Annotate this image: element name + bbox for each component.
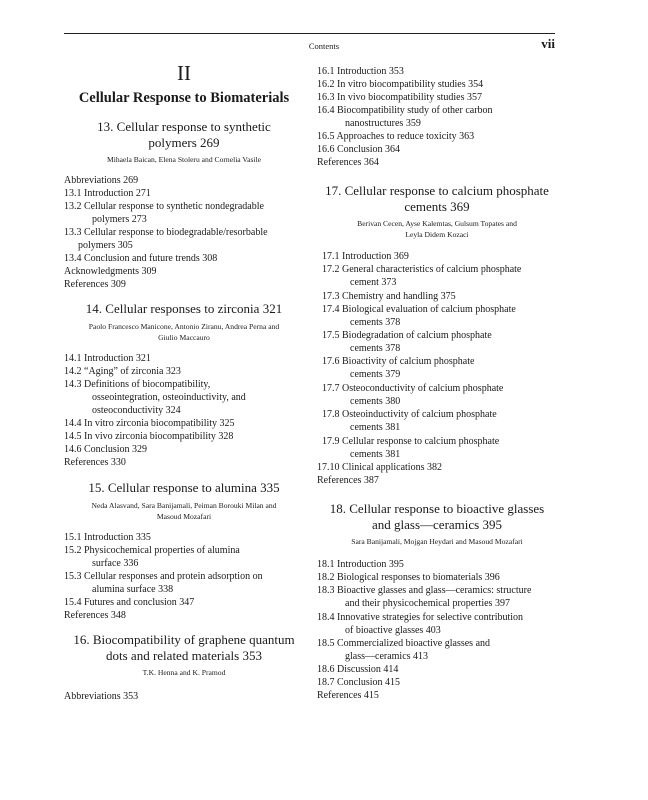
toc-entry[interactable]: 17.2 General characteristics of calcium phosphate [322,264,522,275]
toc-entry[interactable]: References 387 [317,475,379,486]
toc-entry[interactable]: 14.1 Introduction 321 [64,353,151,364]
toc-entry[interactable]: 16.2 In vitro biocompatibility studies 354 [317,79,484,90]
toc-entry-cont[interactable]: cement 373 [350,277,397,288]
toc-entry-cont[interactable]: cements 379 [350,369,401,380]
toc-entry[interactable]: 15.3 Cellular responses and protein adsorption on [64,571,263,582]
toc-entry[interactable]: 16.5 Approaches to reduce toxicity 363 [317,131,475,142]
toc-entry-cont[interactable]: glass—ceramics 413 [345,651,429,662]
running-title: Contents [308,41,340,51]
toc-entry[interactable]: 17.7 Osteoconductivity of calcium phosphate [322,383,504,394]
part-number: II [177,61,191,85]
toc-entry-cont[interactable]: alumina surface 338 [92,584,174,595]
chapter-15-authors-line1: Neda Alasvand, Sara Banijamali, Peiman Borouki Milan and [91,501,277,510]
chapter-14-authors-line2: Giulio Maccauro [158,333,210,342]
toc-entry[interactable]: 17.10 Clinical applications 382 [317,462,442,473]
chapter-15-authors-line2: Masoud Mozafari [156,512,212,521]
toc-entry[interactable]: 14.3 Definitions of biocompatibility, [64,379,211,390]
toc-entry[interactable]: 17.6 Bioactivity of calcium phosphate [322,356,475,367]
toc-entry[interactable]: References 364 [317,157,379,168]
toc-entry[interactable]: 13.1 Introduction 271 [64,188,151,199]
chapter-15-title[interactable]: 15. Cellular response to alumina 335 [88,480,280,495]
toc-entry[interactable]: References 309 [64,279,126,290]
toc-entry[interactable]: 14.2 “Aging” of zirconia 323 [64,366,181,377]
toc-entry[interactable]: Abbreviations 353 [64,691,139,702]
chapter-16-authors: T.K. Henna and K. Pramod [142,668,226,677]
toc-entry[interactable]: 14.4 In vitro zirconia biocompatibility 325 [64,418,235,429]
toc-entry[interactable]: References 330 [64,457,126,468]
toc-entry[interactable]: 18.2 Biological responses to biomaterials 396 [317,572,500,583]
toc-entry-cont[interactable]: and their physicochemical properties 397 [345,598,510,609]
toc-entry-cont[interactable]: osseointegration, osteoinductivity, and [92,392,246,403]
toc-entry[interactable]: 13.3 Cellular response to biodegradable/resorbable [64,227,268,238]
toc-entry[interactable]: 16.4 Biocompatibility study of other carbon [317,105,493,116]
toc-entry-cont[interactable]: polymers 273 [92,214,147,225]
toc-entry[interactable]: References 348 [64,610,126,621]
chapter-13-authors: Mihaela Baican, Elena Stoleru and Cornelia Vasile [106,155,261,164]
toc-entry-cont[interactable]: cements 381 [350,422,401,433]
toc-entry[interactable]: 15.1 Introduction 335 [64,532,151,543]
chapter-18-title-line2[interactable]: and glass—ceramics 395 [372,517,502,532]
toc-entry[interactable]: 13.4 Conclusion and future trends 308 [64,253,218,264]
page-number: vii [541,36,555,51]
toc-entry-cont[interactable]: polymers 305 [78,240,133,251]
toc-entry[interactable]: 14.6 Conclusion 329 [64,444,148,455]
toc-entry[interactable]: 16.3 In vivo biocompatibility studies 357 [317,92,482,103]
toc-entry[interactable]: 17.1 Introduction 369 [322,251,409,262]
chapter-16-title-line1[interactable]: 16. Biocompatibility of graphene quantum [73,632,295,647]
toc-entry-cont[interactable]: cements 380 [350,396,401,407]
chapter-16-title-line2[interactable]: dots and related materials 353 [106,648,262,663]
chapter-18-title-line1[interactable]: 18. Cellular response to bioactive glasses [329,501,545,516]
toc-entry[interactable]: 15.4 Futures and conclusion 347 [64,597,195,608]
chapter-13-title-line2[interactable]: polymers 269 [148,135,220,150]
toc-entry-cont[interactable]: cements 378 [350,343,401,354]
toc-entry[interactable]: 17.3 Chemistry and handling 375 [322,291,456,302]
toc-entry[interactable]: 15.2 Physicochemical properties of alumina [64,545,240,556]
toc-entry[interactable]: 14.5 In vivo zirconia biocompatibility 328 [64,431,234,442]
chapter-18-authors: Sara Banijamali, Mojgan Heydari and Masoud Mozafari [351,537,523,546]
chapter-17-title-line1[interactable]: 17. Cellular response to calcium phosphate [325,183,549,198]
toc-entry[interactable]: 13.2 Cellular response to synthetic nondegradable [64,201,264,212]
chapter-17-title-line2[interactable]: cements 369 [404,199,470,214]
toc-entry[interactable]: 17.8 Osteoinductivity of calcium phosphate [322,409,497,420]
chapter-13-title-line1[interactable]: 13. Cellular response to synthetic [97,119,271,134]
chapter-14-authors-line1: Paolo Francesco Manicone, Antonio Ziranu, Andrea Perna and [88,322,280,331]
toc-entry-cont[interactable]: of bioactive glasses 403 [345,625,441,636]
toc-entry[interactable]: 17.9 Cellular response to calcium phosphate [322,436,500,447]
toc-entry[interactable]: References 415 [317,690,379,701]
toc-entry[interactable]: Acknowledgments 309 [64,266,157,277]
header-rule [64,33,555,34]
toc-entry[interactable]: 18.1 Introduction 395 [317,559,404,570]
toc-entry-cont[interactable]: osteoconductivity 324 [92,405,181,416]
toc-entry-cont[interactable]: surface 336 [92,558,139,569]
toc-entry-cont[interactable]: nanostructures 359 [345,118,421,129]
toc-entry[interactable]: 17.4 Biological evaluation of calcium phosphate [322,304,516,315]
toc-entry[interactable]: 16.6 Conclusion 364 [317,144,401,155]
part-title: Cellular Response to Biomaterials [78,90,290,106]
toc-entry[interactable]: 16.1 Introduction 353 [317,66,404,77]
toc-entry-cont[interactable]: cements 381 [350,449,401,460]
toc-entry[interactable]: 18.5 Commercialized bioactive glasses and [317,638,491,649]
chapter-17-authors-line1: Berivan Cecen, Ayse Kalemtas, Gulsum Topates and [357,219,517,228]
toc-entry[interactable]: 18.6 Discussion 414 [317,664,399,675]
chapter-14-title[interactable]: 14. Cellular responses to zirconia 321 [85,301,283,316]
toc-entry-cont[interactable]: cements 378 [350,317,401,328]
toc-entry[interactable]: 17.5 Biodegradation of calcium phosphate [322,330,492,341]
toc-entry[interactable]: 18.4 Innovative strategies for selective contribution [317,612,524,623]
toc-entry[interactable]: 18.3 Bioactive glasses and glass—ceramics: structure [317,585,532,596]
toc-entry[interactable]: 18.7 Conclusion 415 [317,677,401,688]
toc-entry[interactable]: Abbreviations 269 [64,175,139,186]
chapter-17-authors-line2: Leyla Didem Kozaci [405,230,469,239]
